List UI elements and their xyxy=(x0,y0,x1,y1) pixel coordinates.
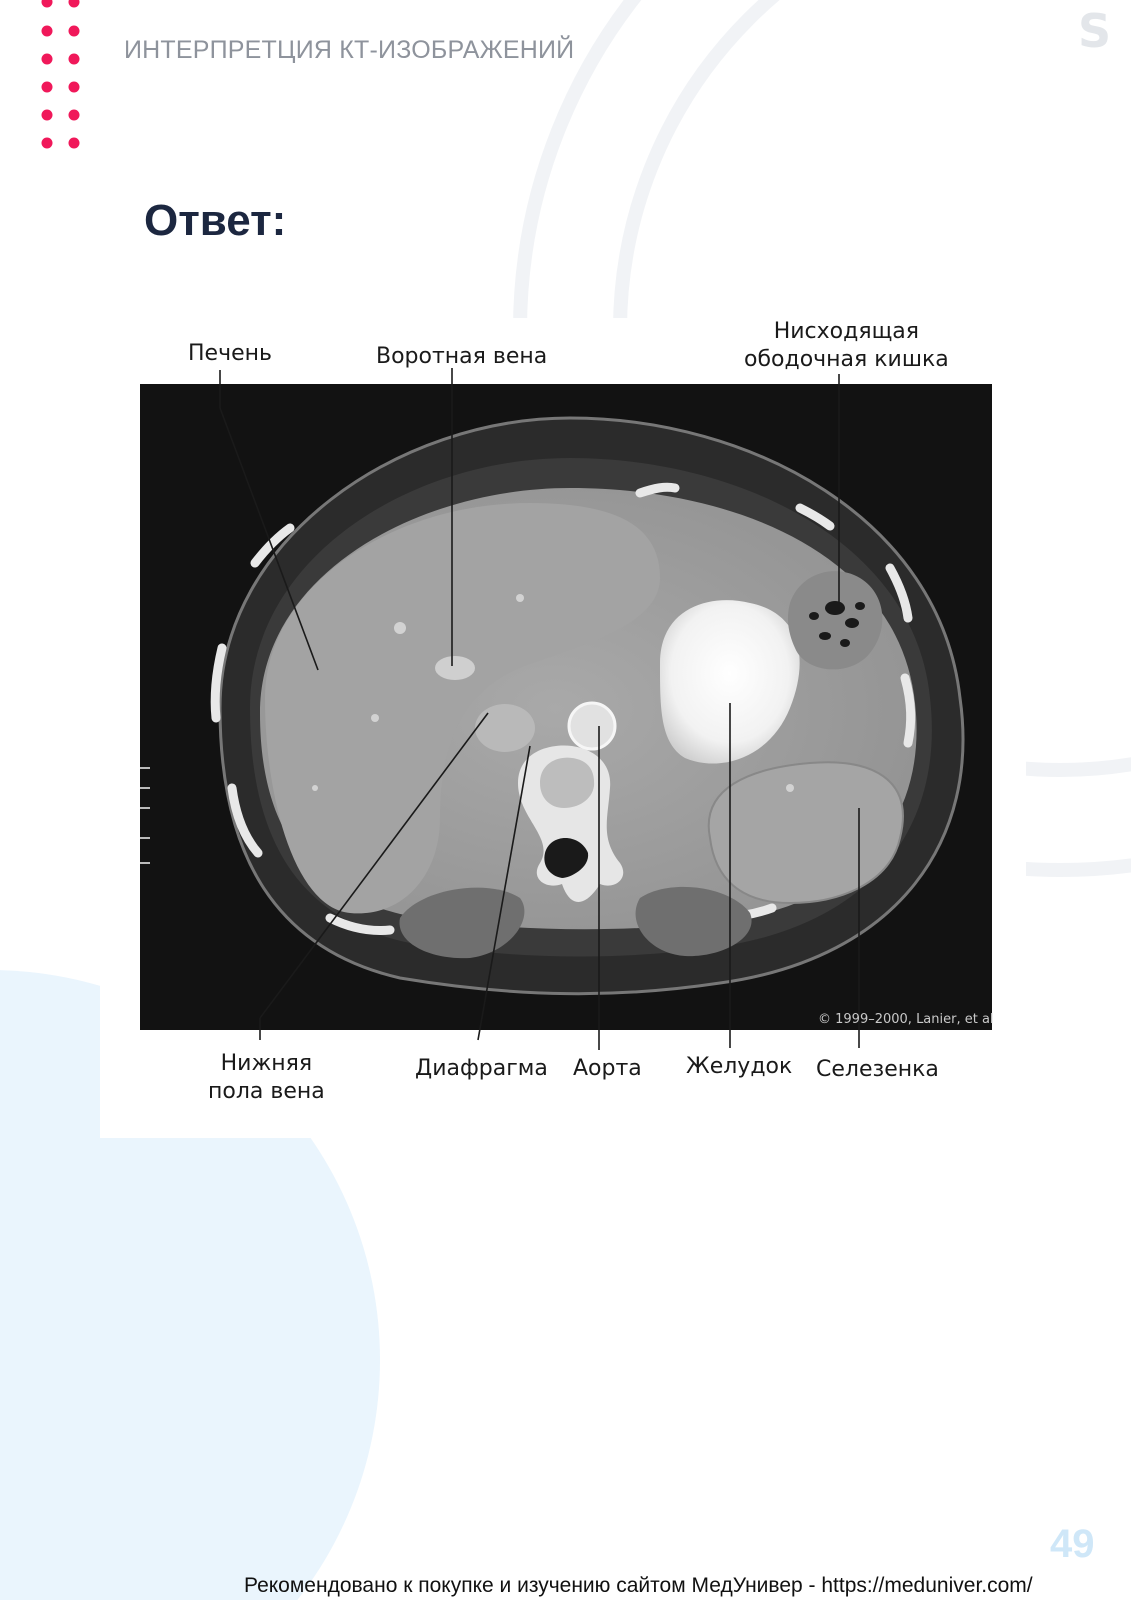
image-copyright: © 1999–2000, Lanier, et al xyxy=(818,1012,994,1027)
answer-heading: Ответ: xyxy=(144,196,287,245)
decor-dots xyxy=(40,0,90,150)
label-descending-colon: Нисходящая ободочная кишка xyxy=(744,319,949,372)
label-spleen: Селезенка xyxy=(816,1057,939,1082)
brand-logo: S xyxy=(1078,4,1112,58)
label-liver: Печень xyxy=(188,341,272,366)
label-stomach: Желудок xyxy=(686,1054,793,1079)
colon xyxy=(788,571,882,669)
label-aorta: Аорта xyxy=(573,1056,642,1081)
ct-figure xyxy=(100,318,1026,1138)
portal-vein xyxy=(435,656,475,680)
aorta xyxy=(569,703,615,749)
label-inferior-vena-cava: Нижняя пола вена xyxy=(208,1051,325,1104)
inferior-vena-cava xyxy=(475,704,535,752)
section-header: ИНТЕРПРЕТЦИЯ КТ-ИЗОБРАЖЕНИЙ xyxy=(124,36,575,64)
label-portal-vein: Воротная вена xyxy=(376,344,548,369)
page-number: 49 xyxy=(1050,1522,1095,1566)
label-diaphragm: Диафрагма xyxy=(415,1056,548,1081)
footer-link-text[interactable]: Рекомендовано к покупке и изучению сайтом МедУнивер - https://meduniver.com/ xyxy=(244,1574,1033,1597)
